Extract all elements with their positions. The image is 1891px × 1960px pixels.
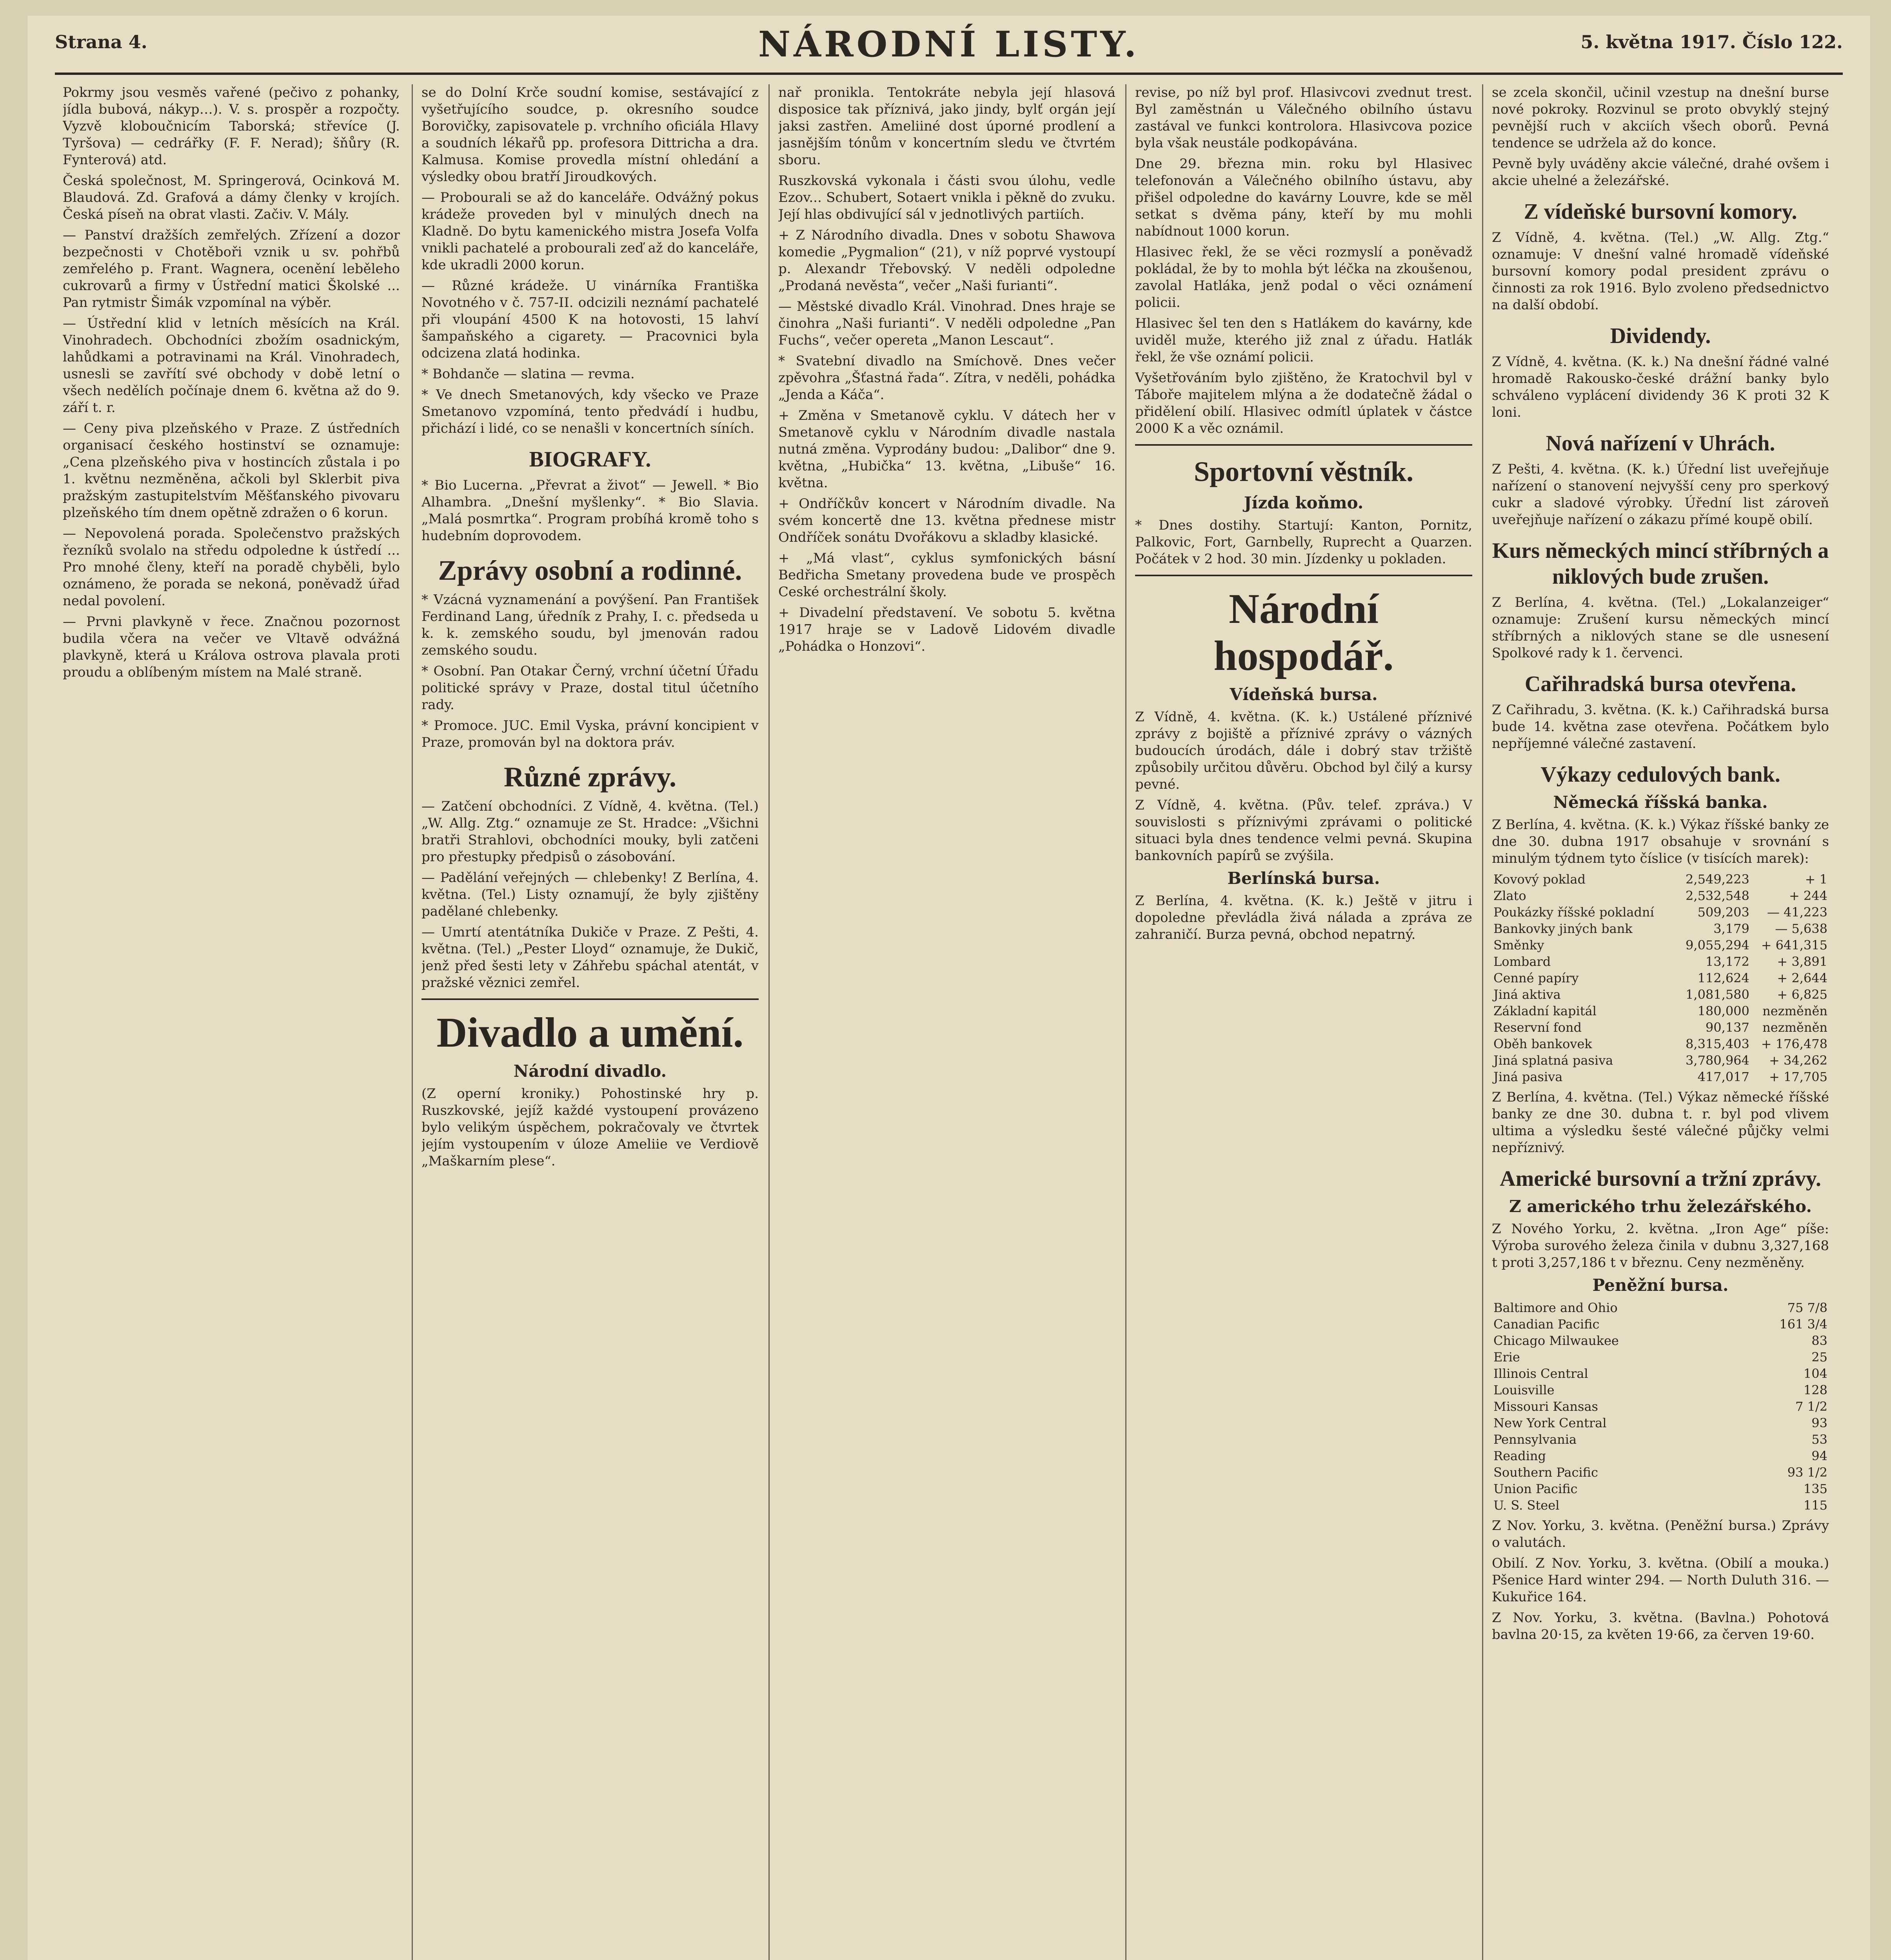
article-paragraph: + „Má vlast“, cyklus symfonických básní Bedřicha Smetany provedena bude ve prospěch Ceské orchestrální školy. (778, 550, 1115, 600)
table-cell: Union Pacific (1493, 1481, 1578, 1496)
table-cell: 3,780,964 (1686, 1053, 1749, 1068)
article-paragraph: se do Dolní Krče soudní komise, sestávající z vyšetřujícího soudce, p. okresního soudce Borovičky, zapisovatele p. vrchního oficiála Hlavy a soudních lékařů pp. profesora Dittricha a dra. Kalmusa. Komise provedla místní ohledání a výsledky obou bratří Jiroudkových. (421, 85, 759, 185)
article-paragraph: — Ceny piva plzeňského v Praze. Z ústředních organisací českého hostinství se oznamuje: „Cena plzeňského piva v hostincích zůstala i po 1. květnu nezměněna, ačkoli byl Sklerbit piva pražským zastupitelstvím Měšťanského pivovaru plzeňského tím dnem opětně zdražen o 6 korun. (63, 421, 400, 521)
table-cell: Southern Pacific (1493, 1465, 1598, 1480)
subsection-heading: Z amerického trhu železářského. (1509, 1197, 1812, 1216)
table-cell: Základní kapitál (1493, 1004, 1597, 1018)
table-cell: Reservní fond (1493, 1020, 1582, 1035)
table-row (1492, 937, 1829, 953)
table-cell: Lombard (1493, 954, 1551, 969)
table-cell: nezměněn (1762, 1020, 1827, 1035)
article-paragraph: (Z operní kroniky.) Pohostinské hry p. Ruszkovské, jejíž každé vystoupení provázeno bylo velikým úspěchem, pokračovaly ve čtvrtek jejím vystoupením v úloze Ameliie ve Verdiově „Maškarním plese“. (421, 1086, 759, 1169)
article-paragraph: — Panství dražších zemřelých. Zřízení a dozor bezpečnosti v Chotěboři vznik u sv. pohřbů zemřelého p. Frant. Wagnera, ocenění leběleho cukrovarů a firmy v Ústřední matici Školské ... Pan rytmistr Šimák vzpomínal na výběr. (63, 227, 400, 310)
table-cell: Poukázky říšské pokladní (1493, 905, 1654, 920)
section-heading: Cařihradská bursa otevřena. (1524, 672, 1797, 696)
article-paragraph: Z Berlína, 4. května. (Tel.) Výkaz německé říšské banky ze dne 30. dubna t. r. byl pod vlivem ultima a výsledku šesté válečné půjčky velmi nepříznivý. (1492, 1089, 1829, 1156)
article-paragraph: + Ondříčkův koncert v Národním divadle. Na svém koncertě dne 13. května přednese mistr Ondříček sonátu Dvořákovu a skladby klasické. (778, 496, 1115, 545)
table-row (1492, 986, 1829, 1003)
table-cell: 93 (1811, 1416, 1827, 1430)
article-paragraph: — Umrtí atentátníka Dukiče v Praze. Z Pešti, 4. května. (Tel.) „Pester Lloyd“ oznamuje, že Dukič, jenž před šesti lety v Záhřebu spáchal atentát, v pražské věznici zemřel. (421, 924, 759, 991)
table-row (1492, 1497, 1829, 1514)
table-row (1492, 970, 1829, 986)
article-paragraph: Z Cařihradu, 3. května. (K. k.) Cařihradská bursa bude 14. května zase otevřena. Počátkem bylo nepříjemné válečné zastavení. (1492, 702, 1829, 751)
article-paragraph: Z Berlína, 4. května. (K. k.) Výkaz říšské banky ze dne 30. dubna 1917 obsahuje v srovnání s minulým týdnem tyto číslice (v tisících marek): (1492, 817, 1829, 866)
table-cell: 2,532,548 (1686, 888, 1749, 903)
table-cell: Bankovky jiných bank (1493, 921, 1633, 936)
table-row (1492, 920, 1829, 937)
column-divider (1482, 84, 1483, 1960)
article-paragraph: — Různé krádeže. U vinárníka Františka Novotného v č. 757-II. odcizili neznámí pachatelé při vloupání 4500 K na hotovosti, 15 lahví šampaňského a cigarety. — Pracovnici byla odcizena zlatá hodinka. (421, 278, 759, 361)
table-cell: 161 3/4 (1779, 1317, 1827, 1332)
article-paragraph: Z Vídně, 4. května. (Tel.) „W. Allg. Ztg.“ oznamuje: V dnešní valné hromadě vídeňské bursovní komory podal president zprávu o činnosti za rok 1916. Bylo zvoleno předsednictvo na další období. (1492, 230, 1829, 313)
table-cell: 8,315,403 (1686, 1036, 1749, 1051)
table-row (1492, 1003, 1829, 1019)
page-header (55, 24, 1843, 71)
section-heading-arts: Divadlo a umění. (436, 1009, 744, 1056)
table-cell: Baltimore and Ohio (1493, 1300, 1618, 1315)
article-paragraph: se zcela skončil, učinil vzestup na dnešní burse nové pokroky. Rozvinul se proto obvyklý stejný pevnější ruch v akciích všech oborů. Pevná tendence se udržela až do konce. (1492, 85, 1829, 151)
column-4 (1135, 84, 1472, 1960)
article-paragraph: * Vzácná vyznamenání a povýšení. Pan František Ferdinand Lang, úředník z Prahy, I. c. předseda u k. k. zemského soudu, byl jmenován radou zemského soudu. (421, 592, 759, 658)
table-row (1492, 904, 1829, 920)
page-number: Strana 4. (55, 31, 147, 53)
table-cell: 2,549,223 (1686, 872, 1749, 887)
table-cell: 53 (1811, 1432, 1827, 1447)
table-cell: Zlato (1493, 888, 1526, 903)
subsection-heading: Jízda koňmo. (1244, 493, 1364, 512)
section-rule (1135, 575, 1472, 576)
table-cell: Missouri Kansas (1493, 1399, 1598, 1414)
table-cell: 83 (1811, 1333, 1827, 1348)
article-paragraph: + Divadelní představení. Ve sobotu 5. května 1917 hraje se v Ladově Lidovém divadle „Pohádka o Honzovi“. (778, 605, 1115, 654)
table-cell: 3,179 (1713, 921, 1749, 936)
table-row (1492, 1332, 1829, 1349)
table-cell: Kovový poklad (1493, 872, 1586, 887)
table-row (1492, 1398, 1829, 1415)
article-paragraph: * Promoce. JUC. Emil Vyska, právní koncipient v Praze, promován byl na doktora práv. (421, 718, 759, 750)
article-paragraph: Pevně byly uváděny akcie válečné, drahé ovšem i akcie uhelné a železářské. (1492, 156, 1829, 189)
table-cell: 417,017 (1697, 1069, 1749, 1084)
article-paragraph: Z Nového Yorku, 2. května. „Iron Age“ píše: Výroba surového železa činila v dubnu 3,327,168 t proti 3,257,186 t v březnu. Ceny nezměněny. (1492, 1221, 1829, 1270)
table-cell: + 641,315 (1761, 938, 1827, 953)
table-cell: U. S. Steel (1493, 1498, 1560, 1513)
section-heading: Z vídeňské bursovní komory. (1524, 200, 1797, 224)
article-paragraph: — Probourali se až do kanceláře. Odvážný pokus krádeže proveden byl v minulých dnech na Kladně. Do bytu kamenického mistra Josefa Volfa vnikli pachatelé a probourali zeď až do kanceláře, kde ukradli 2000 korun. (421, 190, 759, 273)
subsection-heading: Peněžní bursa. (1592, 1276, 1729, 1295)
table-cell: Jiná pasiva (1493, 1069, 1563, 1084)
table-cell: Oběh bankovek (1493, 1036, 1592, 1051)
article-paragraph: Hlasivec řekl, že se věci rozmyslí a poněvadž pokládal, že by to mohla být léčka na zkoušenou, zavolal Hatláka, jenž podal o věci oznámení policii. (1135, 244, 1472, 310)
table-cell: Louisville (1493, 1383, 1555, 1397)
article-paragraph: Česká společnost, M. Springerová, Ocinková M. Blaudová. Zd. Grafová a dámy členky v krojích. Česká píseň na obrat vlasti. Začiv. V. Mály. (63, 173, 400, 222)
table-cell: 115 (1803, 1498, 1827, 1513)
table-cell: 104 (1803, 1366, 1827, 1381)
section-heading-biografy: BIOGRAFY. (529, 447, 651, 472)
table-cell: 25 (1811, 1350, 1827, 1365)
article-paragraph: — Nepovolená porada. Společenstvo pražských řezníků svolalo na středu odpoledne k ústředí ... Pro mnohé členy, kteří na poradě chyběli, bylo oznámeno, že porada se nekoná, poněvadž úřad nedal povolení. (63, 526, 400, 609)
subsection-heading: Německá říšská banka. (1553, 793, 1768, 812)
article-paragraph: + Změna v Smetanově cyklu. V dátech her v Smetanově cyklu v Národním divadle nastala nutná změna. Vyprodány budou: „Dalibor“ dne 9. května, „Hubička“ 13. května, „Libuše“ 16. května. (778, 408, 1115, 491)
table-row (1492, 1316, 1829, 1332)
section-heading: Nová nařízení v Uhrách. (1546, 431, 1775, 456)
table-cell: 94 (1811, 1448, 1827, 1463)
table-cell: 7 1/2 (1795, 1399, 1827, 1414)
article-paragraph: — Padělání veřejných — chlebenky! Z Berlína, 4. května. (Tel.) Listy oznamují, že byly zjištěny padělané chlebenky. (421, 870, 759, 919)
table-cell: Canadian Pacific (1493, 1317, 1600, 1332)
article-paragraph: — Městské divadlo Král. Vinohrad. Dnes hraje se činohra „Naši furianti“. V neděli odpoledne „Pan Fuchs“, večer opereta „Manon Lescaut“. (778, 299, 1115, 348)
article-paragraph: Hlasivec šel ten den s Hatlákem do kavárny, kde uviděl muže, kterého již znal z úřadu. Hatlák řekl, že vše oznámí policii. (1135, 316, 1472, 365)
table-row (1492, 953, 1829, 970)
table-cell: Jiná splatná pasiva (1493, 1053, 1613, 1068)
table-cell: 1,081,580 (1686, 987, 1749, 1002)
article-paragraph: — Prvni plavkyně v řece. Značnou pozornost budila včera na večer ve Vltavě odvážná plavkyně, která u Králova ostrova plavala proti proudu a oblíbeným místem na Malé straně. (63, 614, 400, 680)
table-row (1492, 1069, 1829, 1085)
table-cell: + 3,891 (1777, 954, 1827, 969)
table-row (1492, 1299, 1829, 1316)
column-2 (421, 84, 759, 1960)
article-paragraph: Ruszkovská vykonala i části svou úlohu, vedle Ezov... Schubert, Sotaert vnikla i pěkně do zvuku. Její hlas obdivující sál v jednotlivých partiích. (778, 173, 1115, 222)
section-heading: Dividendy. (1610, 324, 1711, 348)
section-heading: Výkazy cedulových bank. (1540, 762, 1780, 787)
table-cell: + 6,825 (1777, 987, 1827, 1002)
table-row (1492, 1431, 1829, 1448)
table-cell: + 176,478 (1761, 1036, 1827, 1051)
table-cell: Chicago Milwaukee (1493, 1333, 1619, 1348)
table-cell: Jiná aktiva (1493, 987, 1561, 1002)
article-paragraph: * Bio Lucerna. „Převrat a život“ — Jewell. * Bio Alhambra. „Dnešní myšlenky“. * Bio Slavia. „Malá posmrtka“. Program probíhá kromě toho s hudebním doprovodem. (421, 477, 759, 544)
table-row (1492, 1052, 1829, 1069)
article-paragraph: * Svatební divadlo na Smíchově. Dnes večer zpěvohra „Šťastná řada“. Zítra, v neděli, pohádka „Jenda a Káča“. (778, 353, 1115, 403)
subsection-heading: Berlínská bursa. (1227, 869, 1380, 888)
column-divider (768, 84, 770, 1960)
table-row (1492, 1464, 1829, 1481)
table-row (1492, 1365, 1829, 1382)
article-paragraph: — Zatčení obchodníci. Z Vídně, 4. května. (Tel.) „W. Allg. Ztg.“ oznamuje ze St. Hradce: „Všichni bratři Strahlovi, obchodníci mouky, byli zatčeni pro přestupky předpisů o zásobování. (421, 799, 759, 865)
table-cell: 93 1/2 (1787, 1465, 1827, 1480)
section-heading-economy: Národní hospodář. (1213, 586, 1394, 679)
table-cell: 180,000 (1697, 1004, 1749, 1018)
table-cell: 128 (1803, 1383, 1827, 1397)
table-cell: 90,137 (1705, 1020, 1749, 1035)
column-divider (1125, 84, 1126, 1960)
table-cell: + 17,705 (1769, 1069, 1827, 1084)
section-heading-sport: Sportovní věstník. (1193, 456, 1414, 487)
column-1 (63, 84, 400, 1960)
article-paragraph: Z Vídně, 4. května. (K. k.) Na dnešní řádné valné hromadě Rakousko-české drážní banky bylo schváleno vyplácení dividendy 36 K proti 32 K loni. (1492, 354, 1829, 420)
article-paragraph: + Z Národního divadla. Dnes v sobotu Shawova komedie „Pygmalion“ (21), v níž poprvé vystoupí p. Alexandr Třebovský. V neděli odpoledne „Prodaná nevěsta“, večer „Naši furianti“. (778, 227, 1115, 294)
table-cell: 135 (1803, 1481, 1827, 1496)
table-cell: + 244 (1789, 888, 1827, 903)
subsection-heading: Vídeňská bursa. (1230, 685, 1378, 704)
table-row (1492, 887, 1829, 904)
table-row (1492, 1481, 1829, 1497)
stock-table (1492, 1299, 1829, 1514)
table-cell: 13,172 (1705, 954, 1749, 969)
section-heading-misc: Různé zprávy. (504, 761, 676, 793)
article-paragraph: — Ústřední klid v letních měsících na Král. Vinohradech. Obchodníci zbožím osadnickým, lahůdkami a potravinami na Král. Vinohradech, usnesli se zavřítí své obchody v době letní o všech nedělích počínaje dnem 6. května až do 9. září t. r. (63, 316, 400, 416)
section-rule (421, 998, 759, 1000)
section-heading: Americké bursovní a tržní zprávy. (1500, 1167, 1821, 1191)
article-paragraph: Z Vídně, 4. května. (K. k.) Ustálené příznivé zprávy z bojiště a příznivé zprávy o vázných budoucích úrodách, dále i dobrý stav tržiště způsobily určitou důvěru. Obchod byl čilý a kursy pevné. (1135, 709, 1472, 792)
table-cell: Reading (1493, 1448, 1546, 1463)
table-cell: 509,203 (1697, 905, 1749, 920)
article-paragraph: * Bohdanče — slatina — revma. (421, 366, 635, 382)
table-row (1492, 1415, 1829, 1431)
table-cell: 112,624 (1697, 971, 1749, 985)
article-paragraph: * Dnes dostihy. Startují: Kanton, Pornitz, Palkovic, Fort, Garnbelly, Ruprecht a Quarzen. Počátek v 2 hod. 30 min. Jízdenky u pokladen. (1135, 517, 1472, 567)
article-paragraph: Z Pešti, 4. května. (K. k.) Úřední list uveřejňuje nařízení o stanovení nejvyšší ceny pro sperkový cukr a sladové výrobky. Úřední list zároveň uveřejňuje nařízení o zákazu přímé koupě obilí. (1492, 461, 1829, 528)
table-row (1492, 1349, 1829, 1365)
article-paragraph: Obilí. Z Nov. Yorku, 3. května. (Obilí a mouka.) Pšenice Hard winter 294. — North Duluth 316. — Kukuřice 164. (1492, 1555, 1829, 1605)
column-3 (778, 84, 1115, 1960)
table-cell: + 34,262 (1769, 1053, 1827, 1068)
table-cell: 75 7/8 (1787, 1300, 1827, 1315)
table-row (1492, 1036, 1829, 1052)
table-cell: nezměněn (1762, 1004, 1827, 1018)
table-row (1492, 1019, 1829, 1036)
article-paragraph: Dne 29. března min. roku byl Hlasivec telefonován a Válečného obilního ústavu, aby přišel odpoledne do kavárny Louvre, kde se měl setkat s dvěma pány, kteří by mu mohli nabídnout 1000 korun. (1135, 156, 1472, 239)
article-paragraph: * Ve dnech Smetanových, kdy všecko ve Praze Smetanovo vzpomíná, tento předvádí i hudbu, přichází i lidé, co se nenašli v koncertních síních. (421, 387, 759, 436)
table-cell: — 5,638 (1775, 921, 1827, 936)
table-cell: + 2,644 (1777, 971, 1827, 985)
article-paragraph: Z Nov. Yorku, 3. května. (Bavlna.) Pohotová bavlna 20·15, za květen 19·66, za červen 19·60. (1492, 1610, 1829, 1642)
table-cell: Pennsylvania (1493, 1432, 1577, 1447)
table-cell: Illinois Central (1493, 1366, 1588, 1381)
table-cell: — 41,223 (1767, 905, 1827, 920)
article-paragraph: Z Nov. Yorku, 3. května. (Peněžní bursa.) Zprávy o valutách. (1492, 1518, 1829, 1550)
section-heading: Kurs německých mincí stříbrných a niklových bude zrušen. (1492, 539, 1829, 589)
header-rule (55, 73, 1843, 75)
masthead-title: NÁRODNÍ LISTY. (758, 24, 1140, 65)
section-rule (1135, 444, 1472, 446)
table-cell: Cenné papíry (1493, 971, 1579, 985)
column-divider (412, 84, 413, 1960)
article-paragraph: * Osobní. Pan Otakar Černý, vrchní účetní Úřadu politické správy v Praze, dostal titul účetního rady. (421, 663, 759, 713)
table-cell: 9,055,294 (1686, 938, 1749, 953)
table-cell: New York Central (1493, 1416, 1607, 1430)
table-row (1492, 871, 1829, 887)
article-paragraph: revise, po níž byl prof. Hlasivcovi zvednut trest. Byl zaměstnán u Válečného obilního ústavu zastával ve funkci kontrolora. Hlasivcova pozice byla však neustále podkopávána. (1135, 85, 1472, 151)
table-row (1492, 1448, 1829, 1464)
article-paragraph: Pokrmy jsou vesměs vařené (pečivo z pohanky, jídla bubová, nákyp…). V. s. prospěr a rozpočty. Vyzvě kloboučnicím Taborská; střevíce (J. Tyršova) — cedrářky (F. F. Nerad); šňůry (R. Fynterová) atd. (63, 85, 400, 168)
table-row (1492, 1382, 1829, 1398)
article-paragraph: Vyšetřováním bylo zjištěno, že Kratochvil byl v Táboře majitelem mlýna a že dodatečně žádal o přidělení obilí. Hlasivec odmítl úplatek v částce 2000 K a věc oznámil. (1135, 370, 1472, 436)
column-5 (1492, 84, 1829, 1960)
table-cell: Směnky (1493, 938, 1544, 953)
article-paragraph: Z Vídně, 4. května. (Pův. telef. zpráva.) V souvislosti s příznivými zprávami o politické situaci byla dnes tendence velmi pevná. Skupina bankovních papírů se zvýšila. (1135, 797, 1472, 864)
finance-table (1492, 871, 1829, 1085)
subsection-heading: Národní divadlo. (513, 1062, 667, 1081)
article-paragraph: Z Berlína, 4. května. (Tel.) „Lokalanzeiger“ oznamuje: Zrušení kursu německých mincí stříbrných a niklových stane se dle usnesení Spolkové rady k 1. červenci. (1492, 595, 1829, 661)
article-paragraph: nař pronikla. Tentokráte nebyla její hlasová disposice tak příznivá, jako jindy, bylť orgán její jaksi zastřen. Ameliiné dost úporné prodlení a jasnějším tónům v koncertním sledu ve čtvrtém sboru. (778, 85, 1115, 168)
section-heading-personal: Zprávy osobní a rodinné. (438, 555, 742, 586)
article-paragraph: Z Berlína, 4. května. (K. k.) Ještě v jitru i dopoledne převládla živá nálada a zpráva ze zahraničí. Burza pevná, obchod nepatrný. (1135, 893, 1472, 942)
issue-date: 5. května 1917. Číslo 122. (1580, 31, 1843, 53)
table-cell: + 1 (1805, 872, 1827, 887)
table-cell: Erie (1493, 1350, 1520, 1365)
